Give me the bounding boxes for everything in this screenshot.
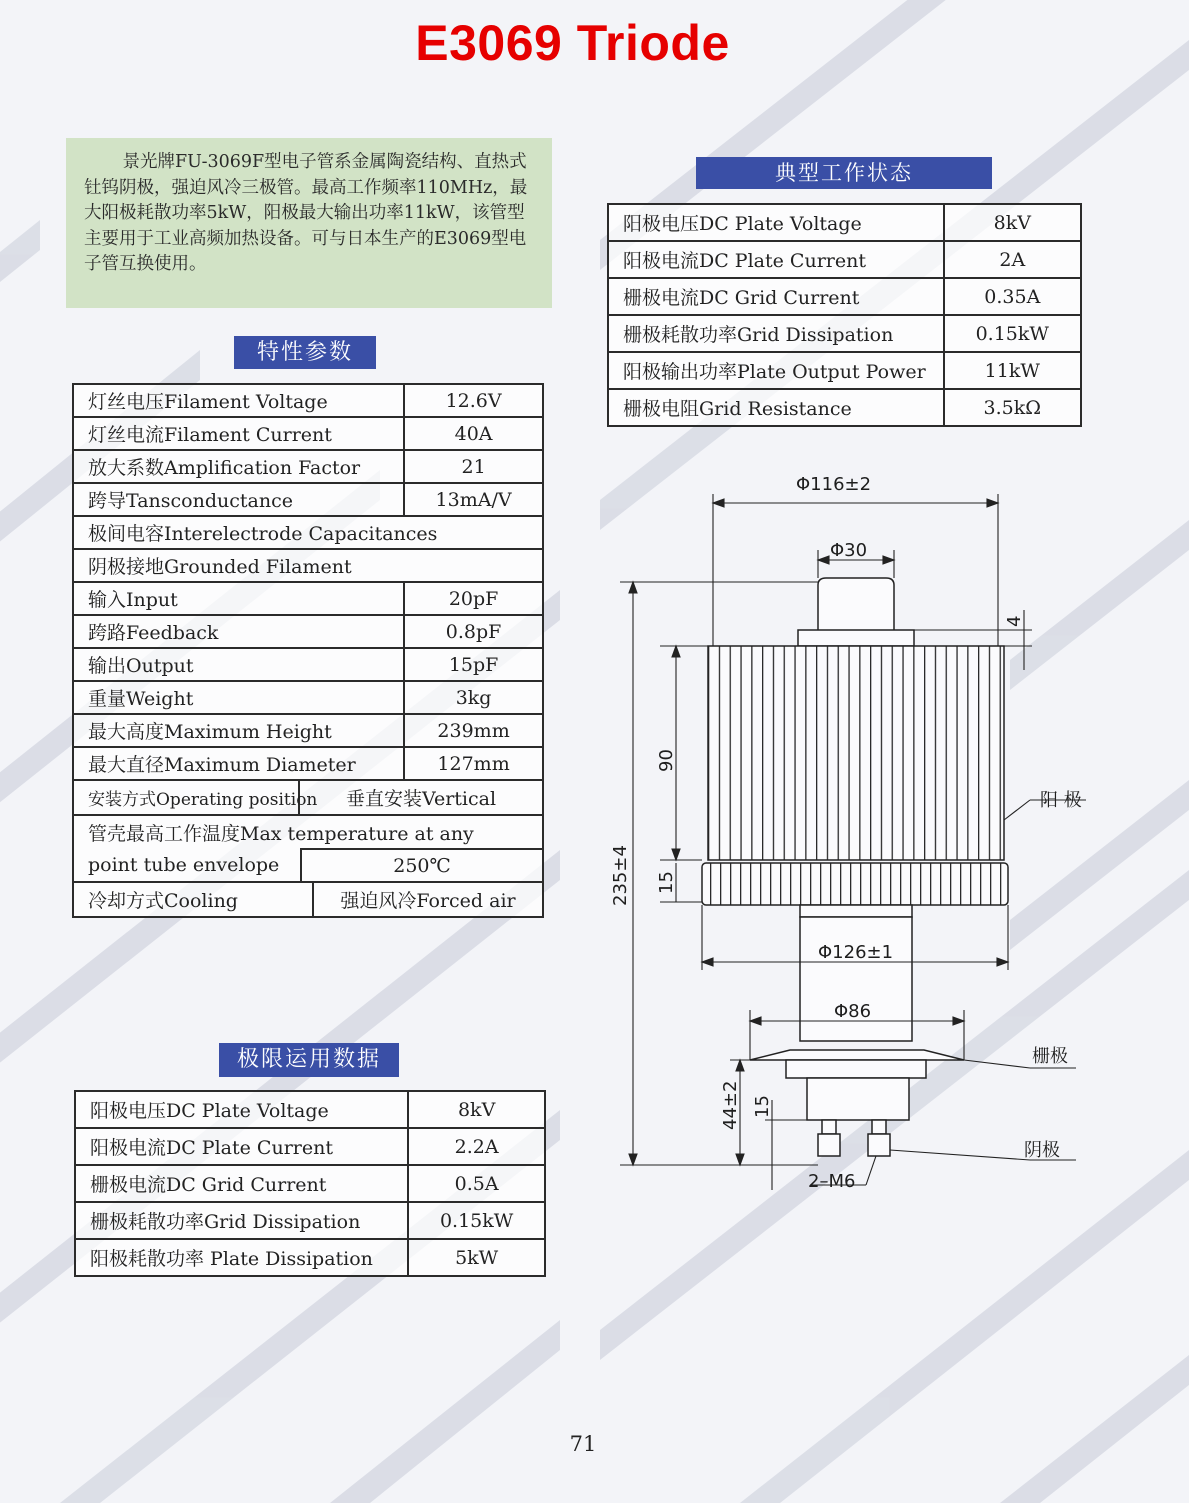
- param-label-continued: point tube envelope: [88, 853, 280, 876]
- param-value: 12.6V: [404, 384, 543, 417]
- param-label: 阴极接地Grounded Filament: [73, 549, 543, 582]
- grid-flange: [750, 1050, 964, 1060]
- table-row: [75, 1091, 545, 1128]
- table-row: [73, 848, 543, 882]
- typical-label: 阳极输出功率Plate Output Power: [608, 352, 944, 389]
- table-row: [608, 315, 1081, 352]
- cathode-pin: [818, 1134, 840, 1156]
- dim-base-height: 44±2: [720, 1080, 741, 1130]
- limit-value: 2.2A: [408, 1128, 545, 1165]
- cathode-pin: [868, 1134, 890, 1156]
- intro-text: 景光牌FU-3069F型电子管系金属陶瓷结构、直热式钍钨阴极，强迫风冷三极管。最高工作频率110MHz，最大阳极耗散功率5kW，阳极最大输出功率11kW，该管型主要用于工业高频加热设备。可与日本生产的E3069型电子管互换使用。: [84, 152, 528, 275]
- limits-heading: 极限运用数据: [219, 1043, 399, 1077]
- typical-label: 栅极耗散功率Grid Dissipation: [608, 315, 944, 352]
- characteristics-table: [72, 383, 544, 918]
- param-label: 灯丝电压Filament Voltage: [73, 384, 404, 417]
- param-value: 239mm: [404, 714, 543, 747]
- table-row: [73, 681, 543, 714]
- limit-value: 8kV: [408, 1091, 545, 1128]
- param-label: 输出Output: [73, 648, 404, 681]
- limit-value: 0.15kW: [408, 1202, 545, 1239]
- dim-total-height: 235±4: [610, 845, 631, 906]
- param-value: 13mA/V: [404, 483, 543, 516]
- dim-pin-height: 15: [752, 1095, 773, 1118]
- typical-value: 0.35A: [944, 278, 1081, 315]
- tube-outline-drawing: [600, 470, 1100, 1200]
- page-number: 71: [569, 1432, 597, 1456]
- table-row: [73, 615, 543, 648]
- table-row: [608, 204, 1081, 241]
- param-label: 冷却方式Cooling: [74, 883, 314, 916]
- table-row: [75, 1239, 545, 1276]
- typical-value: 8kV: [944, 204, 1081, 241]
- param-label: 管壳最高工作温度Max temperature at any: [73, 815, 543, 848]
- param-label: 最大高度Maximum Height: [73, 714, 404, 747]
- table-row: [73, 417, 543, 450]
- table-row: [73, 648, 543, 681]
- radiator-flange: [702, 863, 1008, 905]
- label-anode: 阳 极: [1040, 790, 1082, 811]
- limit-label: 栅极耗散功率Grid Dissipation: [75, 1202, 408, 1239]
- table-row: [75, 1165, 545, 1202]
- param-label: 灯丝电流Filament Current: [73, 417, 404, 450]
- dim-flange: 15: [656, 871, 677, 894]
- param-label: 跨导Tansconductance: [73, 483, 404, 516]
- dim-radiator-height: 90: [656, 749, 677, 772]
- typical-label: 栅极电流DC Grid Current: [608, 278, 944, 315]
- table-row: [73, 882, 543, 917]
- table-row: [73, 815, 543, 848]
- intro-box: [66, 138, 552, 308]
- table-row: [73, 384, 543, 417]
- param-label: 极间电容Interelectrode Capacitances: [73, 516, 543, 549]
- param-value: 127mm: [404, 747, 543, 780]
- limit-value: 0.5A: [408, 1165, 545, 1202]
- param-value: 15pF: [404, 648, 543, 681]
- ceramic-body: [800, 917, 912, 1041]
- typical-label: 阳极电流DC Plate Current: [608, 241, 944, 278]
- top-cap: [818, 578, 894, 630]
- table-row: [73, 747, 543, 780]
- typical-heading: 典型工作状态: [696, 157, 992, 189]
- param-value: 250℃: [300, 848, 542, 881]
- characteristics-heading: 特性参数: [234, 336, 376, 369]
- pin-thread: 2–M6: [808, 1171, 856, 1192]
- param-value: 0.8pF: [404, 615, 543, 648]
- typical-value: 0.15kW: [944, 315, 1081, 352]
- table-row: [608, 278, 1081, 315]
- dim-cap-step: 4: [1004, 615, 1025, 627]
- table-row: [75, 1202, 545, 1239]
- table-row: [608, 241, 1081, 278]
- param-label: 输入Input: [73, 582, 404, 615]
- limit-label: 栅极电流DC Grid Current: [75, 1165, 408, 1202]
- param-label: 放大系数Amplification Factor: [73, 450, 404, 483]
- typical-value: 3.5kΩ: [944, 389, 1081, 426]
- dim-outer-diameter: Φ116±2: [796, 474, 872, 495]
- table-row: [73, 714, 543, 747]
- table-row: [608, 352, 1081, 389]
- param-label: 安装方式Operating position: [74, 781, 300, 814]
- table-row: [75, 1128, 545, 1165]
- param-label: 跨路Feedback: [73, 615, 404, 648]
- param-label: 重量Weight: [73, 681, 404, 714]
- table-row: [73, 516, 543, 549]
- anode-radiator: [708, 646, 1004, 860]
- param-value: 3kg: [404, 681, 543, 714]
- param-value: 强迫风冷Forced air: [340, 890, 516, 912]
- dim-top-cap: Φ30: [830, 540, 868, 561]
- limit-label: 阳极电流DC Plate Current: [75, 1128, 408, 1165]
- param-value: 20pF: [404, 582, 543, 615]
- limit-label: 阳极电压DC Plate Voltage: [75, 1091, 408, 1128]
- table-row: [73, 582, 543, 615]
- table-row: [73, 780, 543, 815]
- cap-ring: [798, 630, 914, 646]
- limits-table: [74, 1090, 546, 1277]
- dim-ceramic-diameter: Φ86: [834, 1001, 872, 1022]
- param-value: 40A: [404, 417, 543, 450]
- typical-table: [607, 203, 1082, 427]
- limit-label: 阳极耗散功率 Plate Dissipation: [75, 1239, 408, 1276]
- typical-label: 栅极电阻Grid Resistance: [608, 389, 944, 426]
- page-title: E3069 Triode: [415, 15, 730, 71]
- table-row: [73, 450, 543, 483]
- table-row: [73, 483, 543, 516]
- limit-value: 5kW: [408, 1239, 545, 1276]
- param-label: 最大直径Maximum Diameter: [73, 747, 404, 780]
- label-cathode: 阴极: [1024, 1140, 1060, 1161]
- label-grid: 栅极: [1032, 1046, 1068, 1067]
- typical-value: 2A: [944, 241, 1081, 278]
- typical-label: 阳极电压DC Plate Voltage: [608, 204, 944, 241]
- param-value: 21: [404, 450, 543, 483]
- table-row: [608, 389, 1081, 426]
- param-value: 垂直安装Vertical: [345, 788, 497, 810]
- typical-value: 11kW: [944, 352, 1081, 389]
- dim-flange-diameter: Φ126±1: [818, 942, 894, 963]
- table-row: [73, 549, 543, 582]
